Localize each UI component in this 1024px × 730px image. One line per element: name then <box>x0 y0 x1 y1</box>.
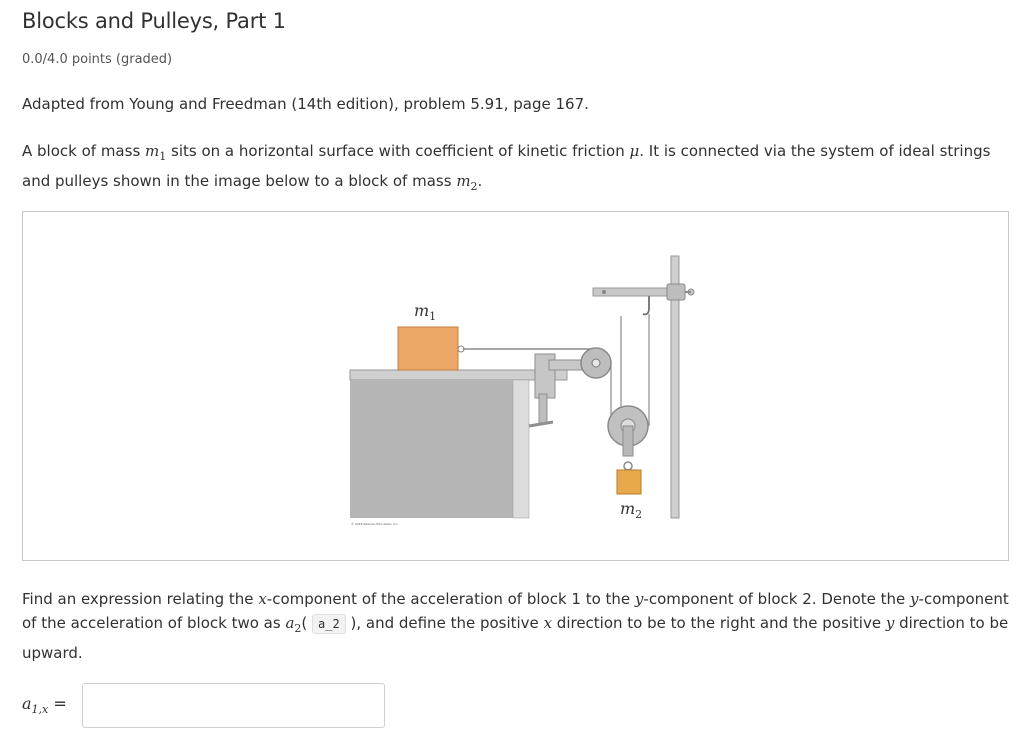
source-note: Adapted from Young and Freedman (14th edition), problem 5.91, page 167. <box>22 95 589 113</box>
table-side <box>513 380 529 518</box>
block-m1 <box>398 327 458 370</box>
variable-chip: a_2 <box>312 614 346 634</box>
pulley-diagram <box>321 236 713 538</box>
m2-symbol: $m_2$ <box>456 172 478 193</box>
question-text: Find an expression relating the x-component of the acceleration of block 1 to the y-component of block 2. Denote the y-component of the acceleration of block two as $a_2$( a_2 ), and define the positive x direction to be to the right and the positive y direction to be upward. <box>22 590 1009 662</box>
hook <box>643 296 649 314</box>
answer-label: $a_{1,x}$ = <box>22 694 67 717</box>
label-m1: $m_1$ <box>414 301 437 323</box>
table-front <box>350 380 525 518</box>
points-status: 0.0/4.0 points (graded) <box>22 52 173 67</box>
table-top <box>350 370 567 380</box>
label-m2: $m_2$ <box>620 499 643 521</box>
block-m2 <box>617 470 641 494</box>
figure-container <box>22 211 1009 561</box>
mu-symbol: μ <box>629 142 640 160</box>
copyright: © 2016 Pearson Education, Inc. <box>351 522 399 526</box>
problem-intro: A block of mass $m_1$ sits on a horizontal surface with coefficient of kinetic friction μ. It is connected via the system of ideal strings and pulleys shown in the image below to a block of mass $m_2$. <box>22 142 991 193</box>
m1-symbol: $m_1$ <box>145 142 167 163</box>
answer-input[interactable] <box>82 683 385 728</box>
problem-title: Blocks and Pulleys, Part 1 <box>22 9 286 33</box>
